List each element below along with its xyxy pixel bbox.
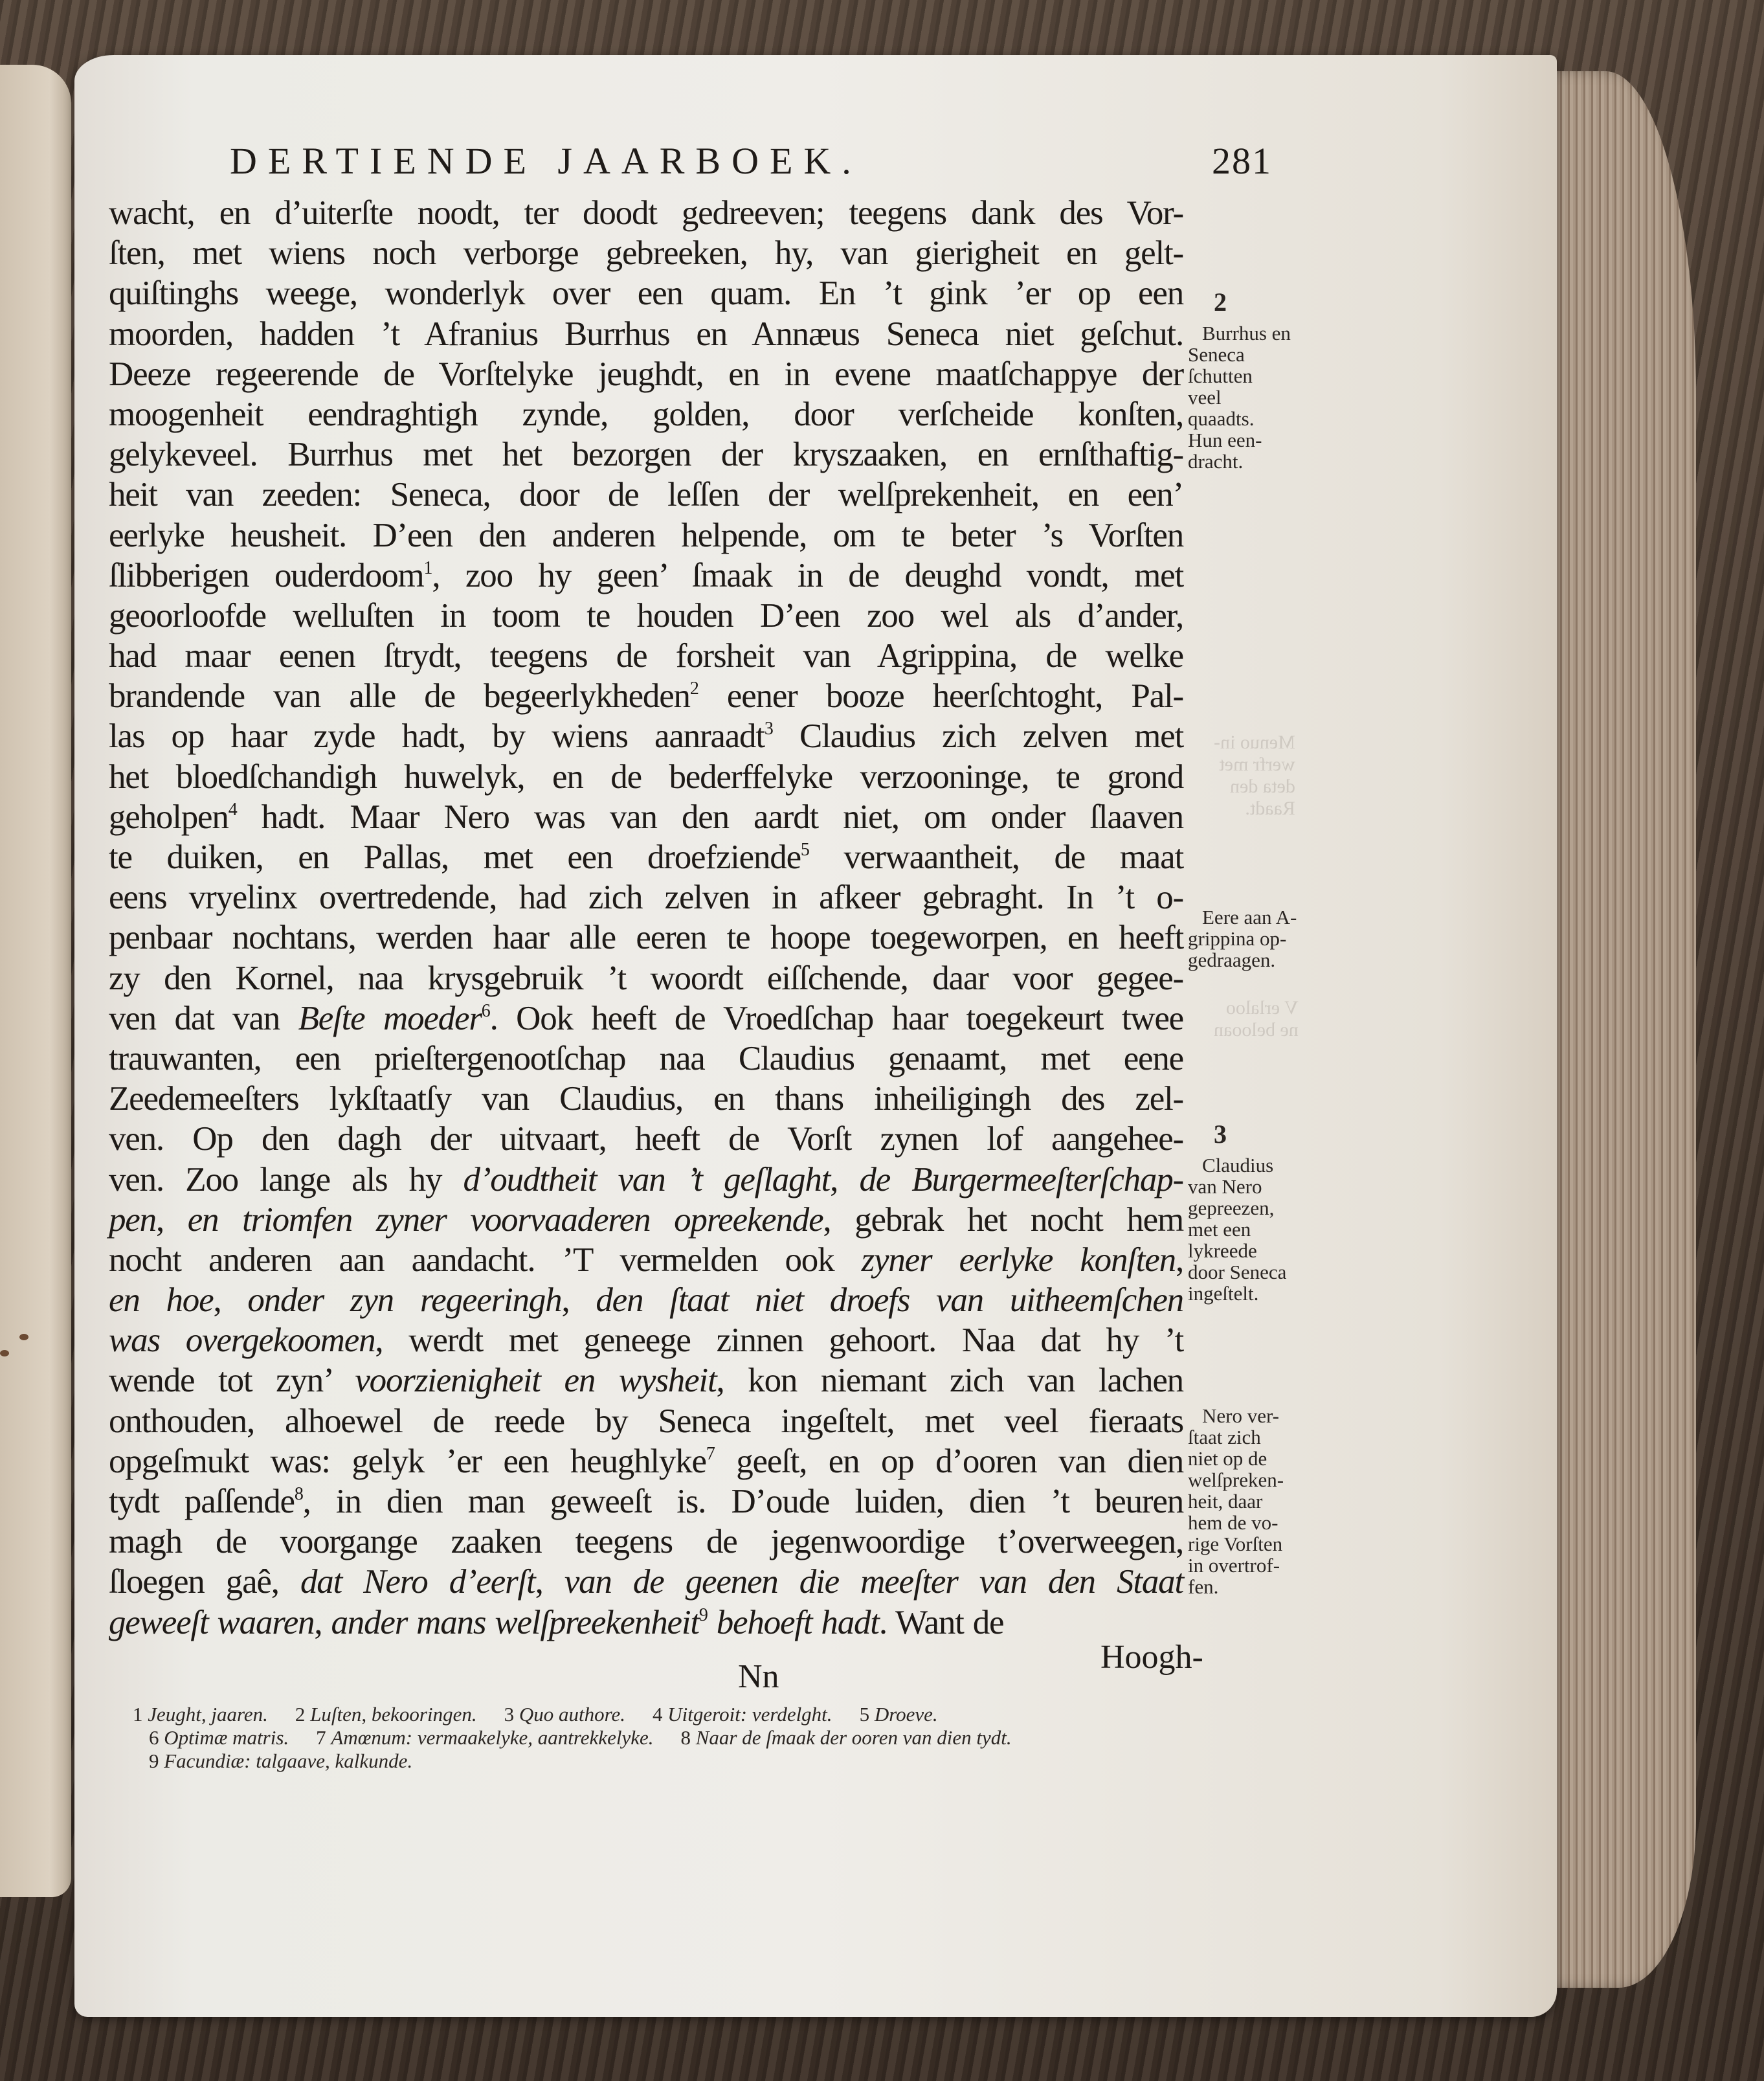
text-run: nocht anderen aan aandacht. ’T vermelden ook (109, 1241, 862, 1279)
margin-note-line: rige Vorſten (1188, 1533, 1283, 1555)
text-line (109, 1240, 1183, 1280)
footnote (133, 1703, 268, 1726)
text-line (109, 676, 1183, 716)
margin-note-line: grippina op- (1188, 927, 1287, 950)
footnote-number: 4 (653, 1703, 668, 1726)
text-line (109, 1562, 1183, 1602)
margin-note-line: van Nero (1188, 1175, 1262, 1198)
text-run: eerlyke heusheit. D’een den anderen helpende, om te beter ’s Vorſten (109, 516, 1183, 554)
text-line (109, 636, 1183, 676)
text-run: , (314, 1603, 331, 1641)
text-run: hadt. Maar Nero was van den aardt niet, om onder ſlaaven (236, 798, 1183, 836)
text-run: eener booze heerſchtoght, Pal- (698, 677, 1183, 715)
text-run: , kon niemant zich van lachen (716, 1362, 1183, 1400)
text-run: , zoo hy geen’ ſmaak in de deughd vondt, met (432, 556, 1183, 594)
text-run: ven. Zoo lange als hy (109, 1160, 463, 1198)
margin-note-line: Seneca (1188, 343, 1245, 366)
italic-text: voorzienigheit en wysheit (355, 1362, 717, 1400)
text-run: ſlibberigen ouderdoom (109, 556, 424, 594)
text-run: heit van zeeden: Seneca, door de leſſen der welſprekenheit, en een’ (109, 476, 1183, 514)
footnote-reference: 8 (294, 1484, 303, 1504)
text-run: , (1175, 1241, 1183, 1279)
text-run: geeſt, en op d’ooren van dien (714, 1442, 1183, 1480)
text-line (109, 1280, 1183, 1320)
italic-text: zyner eerlyke konſten (861, 1241, 1176, 1279)
body-text (109, 193, 1183, 1643)
text-run: trauwanten, een prieſtergenootſchap naa Claudius genaamt, met eene (109, 1039, 1183, 1077)
italic-text: onder zyn regeeringh (247, 1281, 562, 1320)
margin-note-line: ſtaat zich (1188, 1426, 1261, 1448)
text-run: wende tot zyn’ (109, 1362, 355, 1400)
text-line (109, 596, 1183, 636)
margin-note-line: lykreede (1188, 1239, 1257, 1262)
text-run (708, 1604, 717, 1641)
text-run: magh de voorgange zaaken teegens de jegenwoordige t’overweegen, (109, 1523, 1183, 1561)
italic-text: en triomfen zyner voorvaaderen opreekende (187, 1200, 823, 1239)
text-run: ſten, met wiens noch verborge gebreeken, hy, van gierigheit en gelt- (109, 234, 1183, 273)
text-run: ven dat van (109, 999, 298, 1037)
foxing-spot (19, 1334, 28, 1340)
text-line (109, 1603, 1183, 1643)
footnote-text: Naar de ſmaak der ooren van dien tydt. (695, 1726, 1012, 1749)
margin-note-line: ſchutten (1188, 365, 1253, 387)
margin-note-line: veel (1188, 386, 1222, 409)
text-line (109, 1360, 1183, 1400)
text-run: verwaantheit, de maat (809, 838, 1183, 876)
footnote-number: 1 (133, 1703, 148, 1726)
text-run: gelykeveel. Burrhus met het bezorgen der kryszaaken, en ernſthaftig- (109, 436, 1183, 474)
text-line (109, 757, 1183, 797)
text-run: geholpen (109, 798, 229, 836)
text-line (109, 1200, 1183, 1240)
margin-note-line: Hun een- (1188, 429, 1262, 451)
page-number: 281 (1212, 140, 1272, 182)
text-line (109, 1039, 1183, 1079)
footnote-text: Uitgeroit: verdelght. (667, 1703, 832, 1726)
text-line (109, 1320, 1183, 1360)
margin-note-line: door Seneca (1188, 1261, 1287, 1283)
text-run: tydt paſſende (109, 1483, 295, 1520)
text-line (109, 475, 1183, 515)
footnote-line (133, 1703, 1181, 1726)
show-through-text: V erlaloo ne belooan (1214, 997, 1299, 1040)
text-run: geoorloofde welluſten in toom te houden D’een zoo wel als d’ander, (109, 596, 1183, 635)
footnote-reference: 6 (481, 1000, 490, 1021)
margin-note-line: Burrhus en (1202, 322, 1291, 344)
margin-note-line: Eere aan A- (1202, 906, 1297, 928)
footnote-line (133, 1749, 1181, 1773)
text-run: Claudius zich zelven met (772, 717, 1183, 756)
text-line (109, 877, 1183, 917)
footnote-number: 5 (859, 1703, 875, 1726)
text-line (109, 1522, 1183, 1562)
text-run: , (561, 1281, 596, 1320)
text-line (109, 394, 1183, 434)
footnote-text: Luſten, bekooringen. (310, 1703, 477, 1726)
margin-section-number: 3 (1214, 1119, 1227, 1149)
foxing-spot (0, 1350, 9, 1356)
italic-text: d’oudtheit van ’t geſlaght (463, 1160, 831, 1198)
text-line (109, 556, 1183, 596)
footnotes (133, 1703, 1181, 1773)
italic-text: ander mans welſpreekenheit (331, 1603, 699, 1641)
text-line (109, 1441, 1183, 1481)
text-line (109, 1401, 1183, 1441)
margin-note-line: gedraagen. (1188, 949, 1276, 971)
footnote-number: 6 (149, 1726, 164, 1749)
text-run: ven. Op den dagh der uitvaart, heeft de Vorſt zynen lof aangehee- (109, 1120, 1183, 1158)
text-run: , werdt met geneege zinnen gehoort. Naa dat hy ’t (375, 1322, 1183, 1360)
text-run: brandende van alle de begeerlykheden (109, 677, 690, 715)
footnote (504, 1703, 625, 1726)
text-run: opgeſmukt was: gelyk ’er een heughlyke (109, 1442, 706, 1480)
text-line (109, 273, 1183, 313)
text-run: , in dien man geweeſt is. D’oude luiden, dien ’t beuren (302, 1483, 1183, 1520)
footnote-reference: 2 (689, 679, 698, 699)
text-line (109, 515, 1183, 556)
italic-text: geweeſt waaren (109, 1603, 315, 1641)
text-run: het bloedſchandigh huwelyk, en de bederffelyke verzooninge, te grond (109, 758, 1183, 796)
footnote-number: 8 (680, 1726, 696, 1749)
text-line (109, 1481, 1183, 1522)
margin-note-line: dracht. (1188, 450, 1244, 473)
italic-text: dat Nero d’eerſt (300, 1563, 535, 1601)
text-line (109, 1119, 1183, 1159)
footnote (295, 1703, 477, 1726)
footnote-text: Jeught, jaaren. (148, 1703, 268, 1726)
margin-note (1188, 906, 1324, 971)
footnote-reference: 3 (764, 719, 773, 739)
text-run: zy den Kornel, naa krysgebruik ’t woordt eiſſchende, daar voor gegee- (109, 959, 1183, 997)
footnote-reference: 4 (228, 799, 237, 820)
text-run: onthouden, alhoewel de reede by Seneca ingeſtelt, met veel fieraats (109, 1402, 1183, 1440)
footnote (149, 1749, 412, 1772)
text-line (109, 314, 1183, 354)
margin-note-line: niet op de (1188, 1447, 1267, 1470)
footnote-number: 9 (149, 1749, 164, 1772)
show-through-text: Menuo in- werfr met deta den Raadt. (1214, 732, 1295, 819)
text-run: ſloegen gaê, (109, 1563, 300, 1601)
text-line (109, 998, 1183, 1039)
text-run: Zeedemeeſters lykſtaatſy van Claudius, en thans inheiligingh des zel- (109, 1080, 1183, 1118)
text-run: penbaar nochtans, werden haar alle eeren te hoope toegeworpen, en heeft (109, 919, 1183, 957)
catchword: Hoogh- (1100, 1639, 1203, 1676)
text-line (109, 1079, 1183, 1119)
text-run: . Want de (878, 1603, 1004, 1641)
italic-text: Beſte moeder (298, 999, 482, 1037)
footnote-line (133, 1726, 1181, 1749)
margin-note-line: met een (1188, 1218, 1251, 1241)
text-run: Deeze regeerende de Vorſtelyke jeughdt, en in evene maatſchappye der (109, 355, 1183, 393)
text-line (109, 354, 1183, 394)
text-run: , gebrak het nocht hem (823, 1200, 1183, 1239)
text-line (109, 1160, 1183, 1200)
footnote-text: Facundiæ: talgaave, kalkunde. (164, 1749, 413, 1772)
text-run: . Ook heeft de Vroedſchap haar toegekeurt twee (489, 999, 1183, 1037)
text-run: eens vryelinx overtredende, had zich zelven in afkeer gebraght. In ’t o- (109, 879, 1183, 917)
running-title: DERTIENDE JAARBOEK. (230, 140, 862, 182)
footnote-number: 7 (316, 1726, 331, 1749)
italic-text: den ſtaat niet droefs van uitheemſchen (596, 1281, 1183, 1320)
margin-note (1188, 322, 1324, 472)
text-run: , (830, 1160, 860, 1198)
footnote-text: Optimæ matris. (164, 1726, 289, 1749)
footnote-reference: 5 (800, 840, 809, 860)
text-run: moorden, hadden ’t Afranius Burrhus en Annæus Seneca niet geſchut. (109, 315, 1183, 353)
text-run: wacht, en d’uiterſte noodt, ter doodt gedreeven; teegens dank des Vor- (109, 194, 1183, 232)
italic-text: en hoe (109, 1281, 214, 1320)
italic-text: behoeft hadt (716, 1603, 879, 1641)
text-line (109, 716, 1183, 756)
text-line (109, 917, 1183, 958)
footnote (860, 1703, 938, 1726)
margin-note-line: welſpreken- (1188, 1468, 1284, 1491)
margin-note-line: gepreezen, (1188, 1197, 1275, 1219)
text-line (109, 193, 1183, 233)
margin-note (1188, 1405, 1324, 1597)
margin-note-line: hem de vo- (1188, 1511, 1278, 1534)
footnote (316, 1726, 653, 1749)
text-run: moogenheit eendraghtigh zynde, golden, door verſcheide konſten, (109, 395, 1183, 433)
footnote-text: Droeve. (874, 1703, 938, 1726)
italic-text: de Burgermeeſterſchap- (859, 1160, 1183, 1198)
facing-left-page-edge (0, 65, 71, 1897)
italic-text: was overgekoomen (109, 1322, 375, 1360)
footnote-reference: 7 (706, 1443, 715, 1464)
footnote (680, 1726, 1011, 1749)
footnote-number: 2 (295, 1703, 311, 1726)
text-line (109, 797, 1183, 837)
text-line (109, 837, 1183, 877)
footnote-reference: 9 (698, 1604, 708, 1625)
text-run: quiſtinghs weege, wonderlyk over een quam. En ’t gink ’er op een (109, 275, 1183, 313)
text-run: las op haar zyde hadt, by wiens aanraadt (109, 717, 765, 756)
text-run: , (155, 1200, 188, 1239)
text-run: had maar eenen ſtrydt, teegens de forsheit van Agrippina, de welke (109, 637, 1183, 675)
italic-text: van de geenen die meeſter van den Staat (564, 1563, 1183, 1601)
margin-section-number: 2 (1214, 287, 1227, 317)
footnote (653, 1703, 832, 1726)
text-run: , (213, 1281, 248, 1320)
margin-note-line: fen. (1188, 1575, 1219, 1598)
text-line (109, 233, 1183, 273)
footnote (149, 1726, 289, 1749)
margin-note-line: in overtrof- (1188, 1554, 1280, 1577)
footnote-text: Quo authore. (519, 1703, 626, 1726)
margin-note-line: quaadts. (1188, 407, 1255, 430)
text-line (109, 434, 1183, 475)
margin-note-line: ingeſtelt. (1188, 1282, 1259, 1305)
footnote-reference: 1 (423, 557, 432, 578)
running-head (230, 139, 1272, 185)
margin-note-line: heit, daar (1188, 1490, 1263, 1513)
text-line (109, 958, 1183, 998)
margin-note-line: Claudius (1202, 1154, 1274, 1176)
text-run: , (535, 1563, 564, 1601)
signature-mark: Nn (738, 1658, 779, 1695)
footnote-text: Amœnum: vermaakelyke, aantrekkelyke. (331, 1726, 654, 1749)
margin-note-line: Nero ver- (1202, 1404, 1280, 1427)
book-fore-edge (1534, 71, 1696, 1988)
footnote-number: 3 (504, 1703, 519, 1726)
italic-text: pen (109, 1200, 156, 1239)
text-run: te duiken, en Pallas, met een droefziende (109, 838, 801, 876)
margin-note (1188, 1154, 1324, 1304)
